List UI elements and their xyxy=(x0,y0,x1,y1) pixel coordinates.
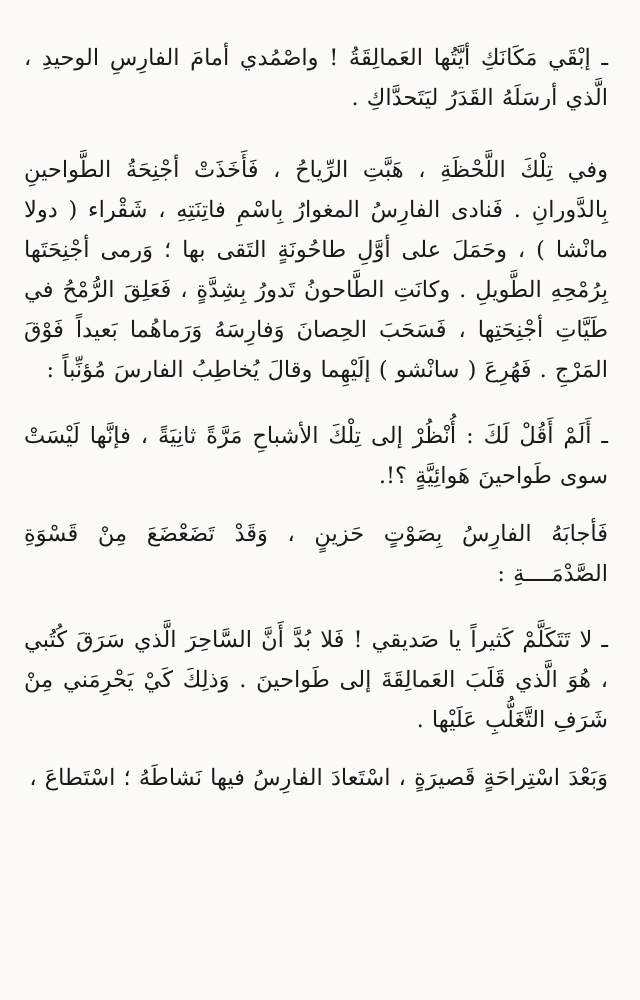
paragraph-after-rest: وَبَعْدَ اسْتِراحَةٍ قَصيرَةٍ ، اسْتَعادَ الفارِسُ فيها نَشاطَهُ ؛ اسْتَطاعَ ، xyxy=(29,765,608,791)
paragraph-sancho-warning: ـ أَلَمْ أَقُلْ لَكَ : أُنْظُرْ إلى تِلْكَ الأشباحِ مَرَّةً ثانِيَةً ، فإنَّها لَيْسَتْ سوى طَواحينَ هَوائِيَّةٍ ؟!. xyxy=(24,423,608,489)
paragraph-spacer xyxy=(24,118,608,150)
paragraph-windmill-challenge: ـ إبْقَي مَكَانَكِ أيَّتُها العَمالِقَةُ ! واصْمُدي أمامَ الفارِسِ الوحيدِ ، الَّذي أرسَلَهُ القَدَرُ ليَتَحدَّاكِ . xyxy=(24,45,608,111)
paragraph-knight-reply-intro: فَأجابَهُ الفارِسُ بِصَوْتٍ حَزينٍ ، وَقَدْ تَضَعْضَعَ مِنْ قَسْوَةِ الصَّدْمَــــةِ : xyxy=(24,521,608,587)
paragraph-windmill-attack: وفي تِلْكَ اللَّحْظَةِ ، هَبَّتِ الرِّياحُ ، فَأَخَذَتْ أجْنِحَةُ الطَّواحينِ بِالدَّورانِ . فَنادى الفارِسُ المغوارُ بِاسْمِ فاتِنَتِهِ ، شَقْراء ( دولا مانْشا ) ، وحَمَلَ على أوَّلِ طاحُونَةٍ التَقى بها ؛ وَرمى أجْنِحَتَها بِرُمْحِهِ الطَّويلِ . وكانَتِ الطَّاحونُ تَدورُ بِشِدَّةٍ ، فَعَلِقَ الرُّمْحُ في طَيَّاتِ أجْنِحَتِها ، فَسَحَبَ الحِصانَ وَفارِسَهُ وَرَماهُما بَعيداً فَوْقَ المَرْجِ . فَهُرِعَ ( سانْشو ) إلَيْهِما وقالَ يُخاطِبُ الفارسَ مُؤنِّباً : xyxy=(24,157,608,383)
paragraph-spacer xyxy=(24,740,608,758)
paragraph-spacer xyxy=(24,390,608,416)
paragraph-knight-reply: ـ لا تَتَكَلَّمْ كَثيراً يا صَديقي ! فَلا بُدَّ أَنَّ السَّاحِرَ الَّذي سَرَقَ كُتُبي ، هُوَ الَّذي قَلَبَ العَمالِقَةَ إلى طَواحينَ . وَذلِكَ كَيْ يَحْرِمَني مِنْ شَرَفِ التَّغَلُّبِ عَلَيْها . xyxy=(24,627,608,733)
paragraph-spacer xyxy=(24,594,608,620)
paragraph-spacer xyxy=(24,496,608,514)
book-page-body xyxy=(24,38,608,798)
